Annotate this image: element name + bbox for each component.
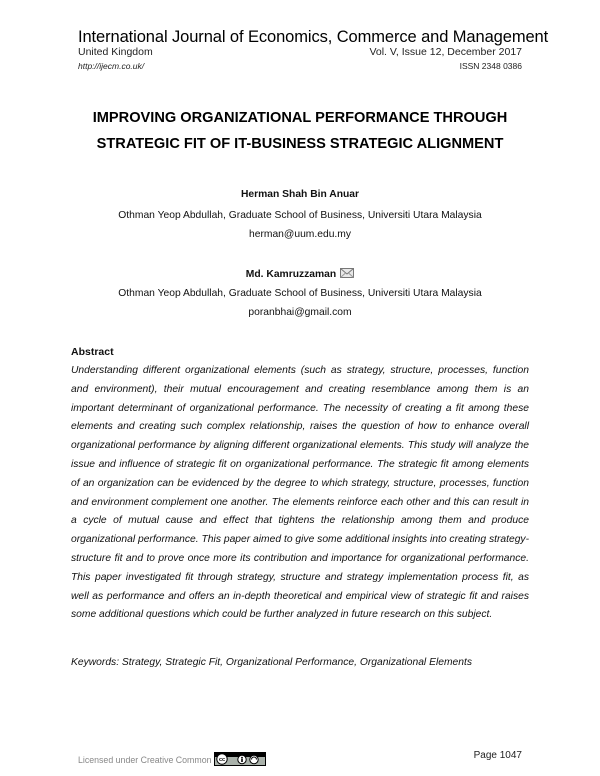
page-number: Page 1047 [473,750,522,761]
svg-text:cc: cc [218,757,225,764]
author-2-affiliation: Othman Yeop Abdullah, Graduate School of Business, Universiti Utara Malaysia [118,288,482,299]
author-2-email[interactable]: poranbhai@gmail.com [248,307,352,318]
header-row-2 [78,61,522,71]
author-2-line [40,268,560,280]
journal-volume: Vol. V, Issue 12, December 2017 [369,46,522,58]
license-text: Licensed under Creative Common [78,755,212,765]
author-2-name: Md. Kamruzzaman [245,269,337,280]
header-row-1 [78,46,522,58]
keywords: Keywords: Strategy, Strategic Fit, Organizational Performance, Organizational Elements [71,657,472,668]
journal-url[interactable]: http://ijecm.co.uk/ [78,61,145,71]
author-1-affiliation: Othman Yeop Abdullah, Graduate School of Business, Universiti Utara Malaysia [118,210,482,221]
author-1-email[interactable]: herman@uum.edu.my [248,229,352,240]
abstract-text: Understanding different organizational elements (such as strategy, structure, processes, function and environment), their mutual encouragement and creating resemblance among them is an important determinant of organizational performance. The necessity of creating a fit among these elements and creating such complex relationship, raises the question of how to enhance overall organizational performance by aligning different organizational elements. This study will analyze the issue and influence of strategic fit on organizational performance. The strategic fit among elements of an organization can be evidenced by the degree to which strategy, structure, processes, function and environment complement one another. The elements reinforce each other and this can result in a cycle of mutual cause and effect that tightens the relationship among them and produce organizational performance. This paper aimed to give some additional insights into creating strategy-structure fit and to prove once more its contribution and importance for organizational performance. This paper investigated fit through strategy, structure and strategy implementation process fit, as well as performance and offers an in-depth theoretical and empirical view of strategic fit and raises some additional questions which could be further analyzed in future research on this subject. [71,365,529,621]
paper-title-line-2: STRATEGIC FIT OF IT-BUSINESS STRATEGIC ALIGNMENT [96,136,504,152]
footer-license [78,752,266,768]
abstract-heading: Abstract [71,346,114,358]
creative-commons-icon[interactable] [214,752,266,768]
journal-country: United Kingdom [78,46,153,58]
envelope-icon[interactable] [340,268,354,278]
paper-title-line-1: IMPROVING ORGANIZATIONAL PERFORMANCE THROUGH [92,110,508,126]
author-1-name: Herman Shah Bin Anuar [240,189,360,200]
journal-title: International Journal of Economics, Commerce and Management [78,28,549,46]
journal-issn: ISSN 2348 0386 [459,61,522,71]
